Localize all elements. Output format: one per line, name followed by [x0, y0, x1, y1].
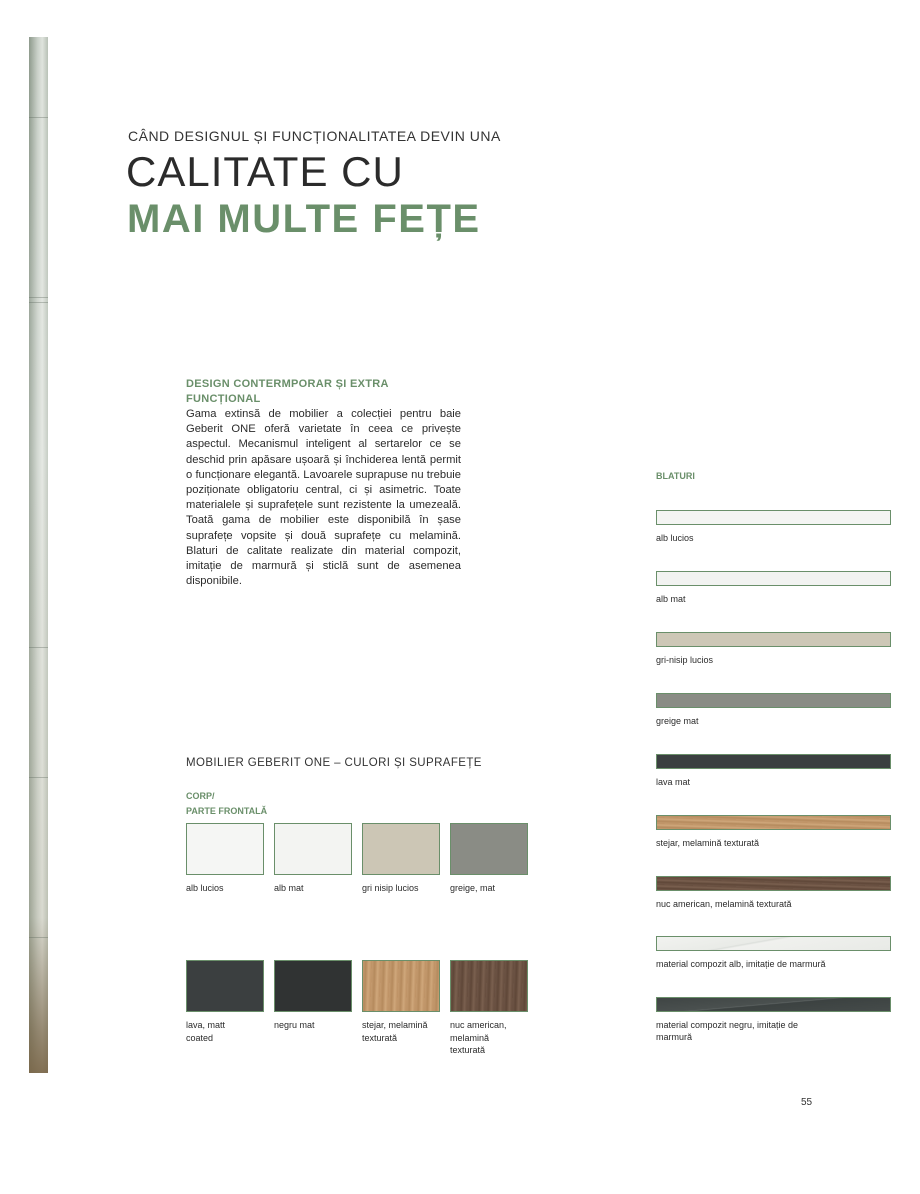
design-heading: DESIGN CONTERMPORAR ȘI EXTRA FUNCȚIONAL [186, 378, 389, 405]
countertop-lava-mat [656, 754, 891, 769]
swatch-label: nuc american, melamină texturată [450, 1020, 507, 1055]
countertop-label: stejar, melamină texturată [656, 838, 760, 848]
countertop-alb-lucios [656, 510, 891, 525]
countertop-stejar [656, 815, 891, 830]
swatch-alb-lucios [186, 823, 264, 875]
countertop-label: nuc american, melamină texturată [656, 899, 792, 909]
swatch-lava-matt [186, 960, 264, 1012]
countertop-marble-white [656, 936, 891, 951]
swatch-gri-nisip-lucios [362, 823, 440, 875]
page-title-line1: CALITATE CU [126, 148, 404, 195]
kicker-text: CÂND DESIGNUL ȘI FUNCȚIONALITATEA DEVIN UNA [128, 128, 501, 144]
page-number: 55 [801, 1097, 813, 1108]
swatch-label: lava, matt coated [186, 1020, 226, 1043]
swatch-alb-mat [274, 823, 352, 875]
swatch-label: stejar, melamină texturată [362, 1020, 428, 1043]
countertop-gri-nisip [656, 632, 891, 647]
swatch-label: alb lucios [186, 883, 224, 893]
countertop-label: alb mat [656, 594, 686, 604]
countertop-label: material compozit alb, imitație de marmură [656, 959, 826, 969]
swatch-label: gri nisip lucios [362, 883, 419, 893]
countertop-alb-mat [656, 571, 891, 586]
furniture-subtitle-line1: CORP/ [186, 791, 215, 801]
countertop-label: material compozit negru, imitație de marmură [656, 1020, 799, 1042]
page-title-line2: MAI MULTE FEȚE [127, 197, 481, 241]
countertop-marble-black [656, 997, 891, 1012]
countertop-nuc-american [656, 876, 891, 891]
countertop-label: lava mat [656, 777, 691, 787]
side-marble-image [29, 37, 48, 1073]
furniture-title: MOBILIER GEBERIT ONE – CULORI ȘI SUPRAFEȚE [186, 757, 482, 769]
countertops-title: BLATURI [656, 471, 695, 481]
swatch-stejar [362, 960, 440, 1012]
design-body: Gama extinsă de mobilier a colecției pentru baie Geberit ONE oferă varietate în ceea ce privește aspectul. Mecanismul inteligent al sertarelor ce se deschid prin apăsare ușoară și închiderea lentă permit o funcționare elegantă. Lavoarele suprapuse nu trebuie poziționate obligatoriu central, ci și asimetric. Toate materialele și suprafețele sunt rezistente la umezeală. Toată gama de mobilier este disponibilă în șase suprafețe vopsite și două suprafețe cu melamină. Blaturi de calitate realizate din material compozit, imitație de marmură și sticlă sunt de asemenea disponibile. [186, 408, 461, 588]
countertop-label: alb lucios [656, 533, 694, 543]
swatch-label: negru mat [274, 1020, 315, 1030]
countertop-greige-mat [656, 693, 891, 708]
swatch-label: greige, mat [450, 883, 496, 893]
furniture-subtitle-line2: PARTE FRONTALĂ [186, 806, 268, 816]
swatch-label: alb mat [274, 883, 304, 893]
swatch-negru-mat [274, 960, 352, 1012]
swatch-greige-mat [450, 823, 528, 875]
countertop-label: gri-nisip lucios [656, 655, 714, 665]
swatch-nuc-american [450, 960, 528, 1012]
countertop-label: greige mat [656, 716, 699, 726]
furniture-subtitle [186, 789, 306, 819]
